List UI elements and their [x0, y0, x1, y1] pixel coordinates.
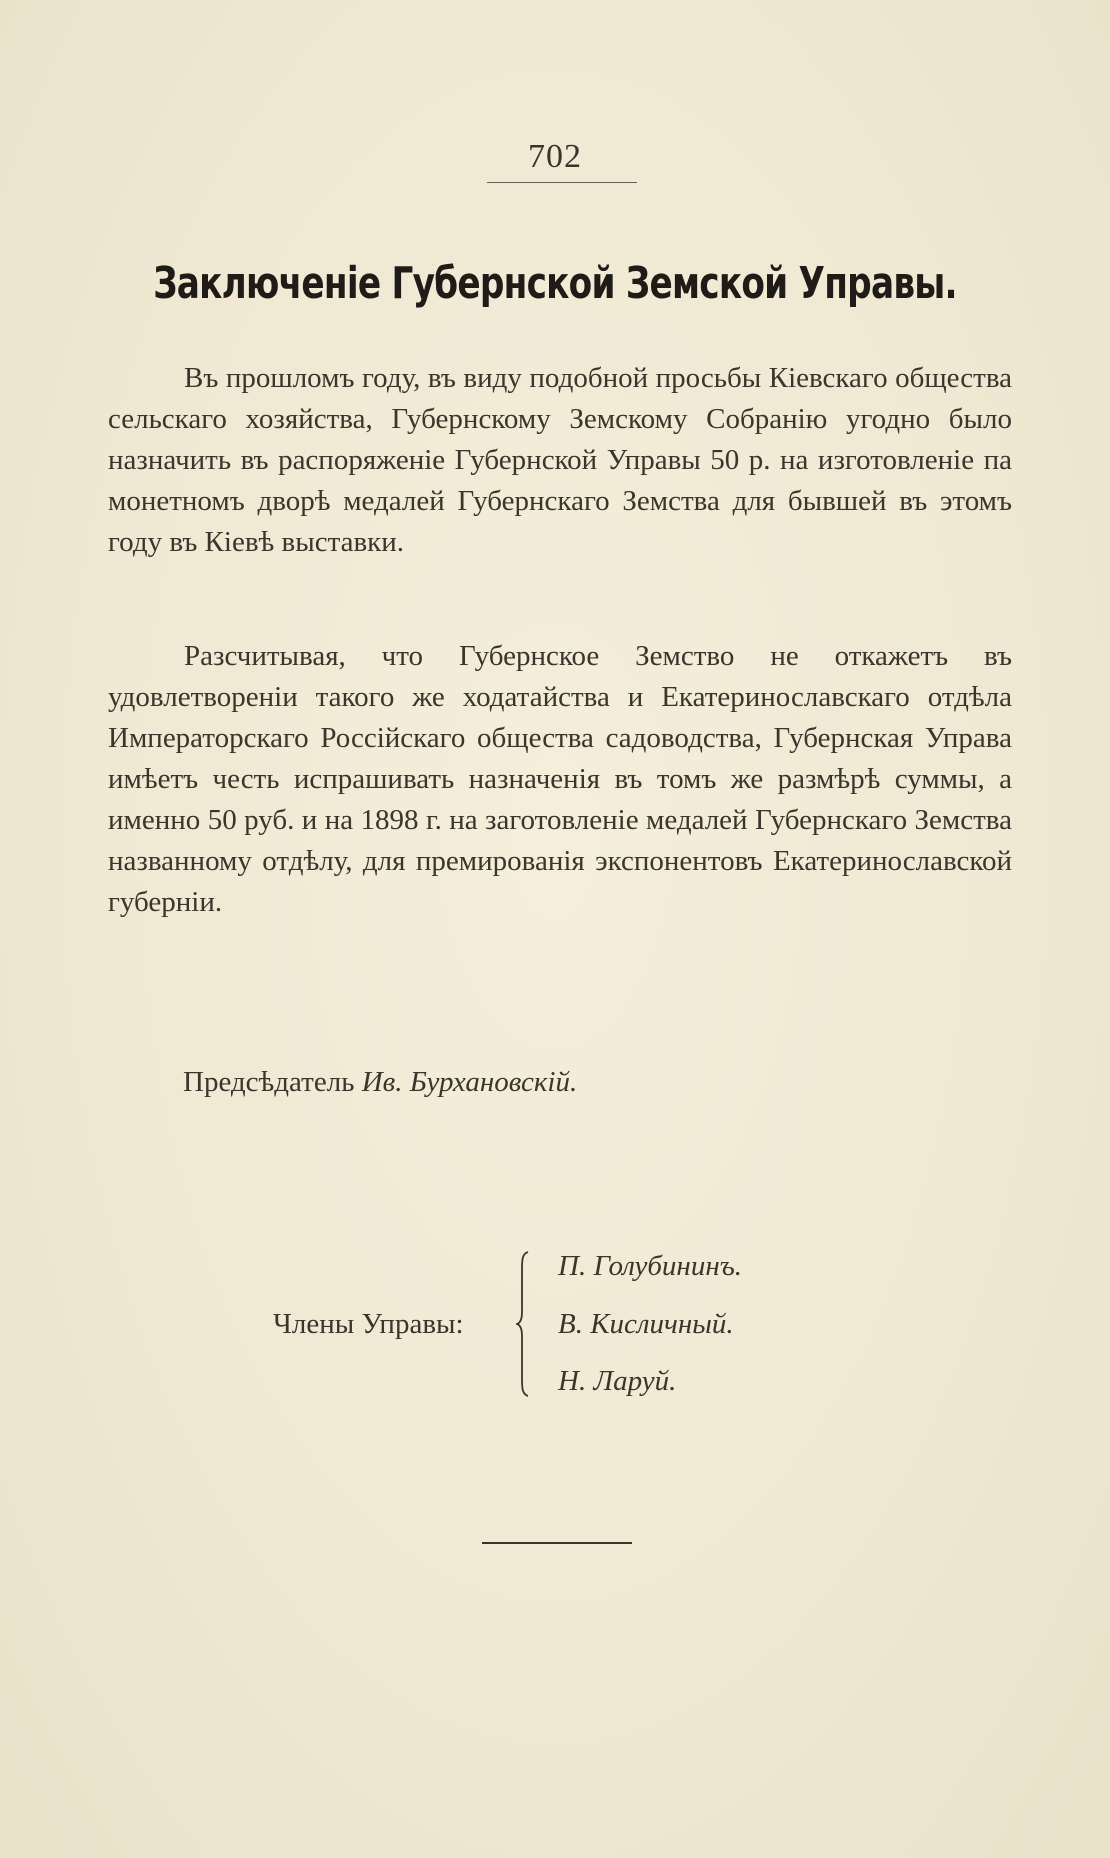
document-title: Заключеніе Губернской Земской Управы.	[153, 258, 957, 309]
chairman-name: Ив. Бурхановскій.	[361, 1066, 578, 1098]
page-number: 702	[528, 138, 582, 175]
chairman-label: Предсѣдатель	[183, 1066, 355, 1098]
bottom-rule	[482, 1542, 632, 1544]
members-label: Члены Управы:	[273, 1308, 464, 1340]
paragraph-2-text: Разсчитывая, что Губернское Земство не откажетъ въ удовлетвореніи такого же ходатайства и Екатеринославскаго отдѣла Императорскаго Россійскаго общества садоводства, Губернская Управа имѣетъ честь испрашивать назначенія въ томъ же размѣрѣ суммы, а именно 50 руб. и на 1898 г. на заготовленіе медалей Губернскаго Земства названному отдѣлу, для премированія экспонентовъ Екатеринославской губерніи.	[108, 640, 1012, 918]
paragraph-1-text: Въ прошломъ году, въ виду подобной просьбы Кіевскаго общества сельскаго хозяйства, Губернскому Земскому Собранію угодно было назначить въ распоряженіе Губернской Управы 50 р. на изготовленіе па монетномъ дворѣ медалей Губернскаго Земства для бывшей въ этомъ году въ Кіевѣ выставки.	[108, 362, 1012, 558]
member-name-2: В. Кисличный.	[558, 1308, 734, 1340]
paragraph-1	[108, 358, 1012, 563]
member-name-3: Н. Ларуй.	[558, 1365, 677, 1397]
page-number-rule	[487, 182, 637, 183]
paragraph-2	[108, 636, 1012, 923]
member-name-1: П. Голубининъ.	[558, 1250, 743, 1282]
chairman-signature	[183, 1066, 577, 1099]
members-brace	[516, 1250, 532, 1398]
